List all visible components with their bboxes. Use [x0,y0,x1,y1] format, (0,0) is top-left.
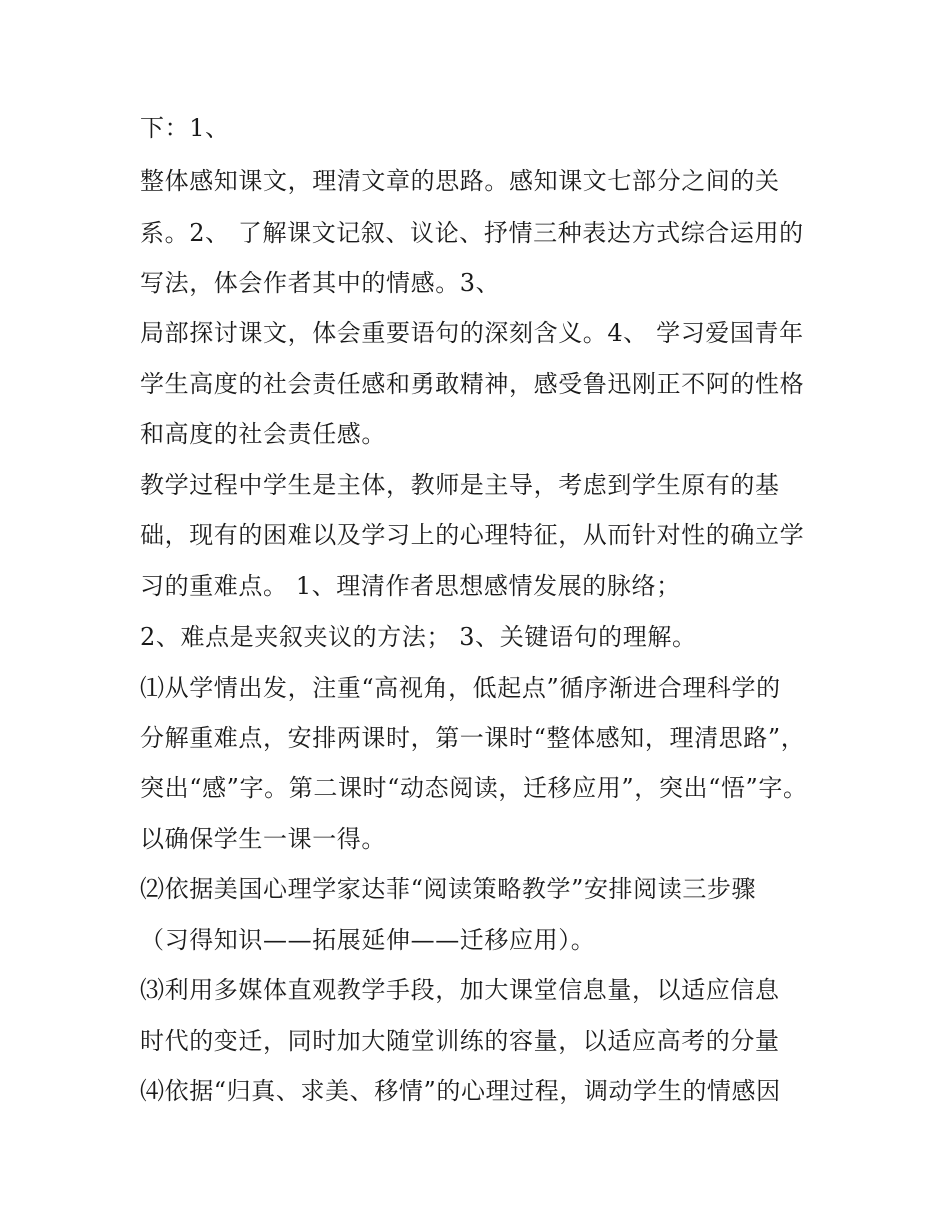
text-line: 教学过程中学生是主体，教师是主导，考虑到学生原有的基 [140,471,780,499]
text-line: 写法，体会作者其中的情感。3、 [140,269,501,297]
text-line: 和高度的社会责任感。 [140,420,386,448]
text-line: 以确保学生一课一得。 [140,825,386,853]
text-line: 时代的变迁，同时加大随堂训练的容量，以适应高考的分量 [140,1027,780,1055]
text-line: 学生高度的社会责任感和勇敢精神，感受鲁迅刚正不阿的性格 [140,370,805,398]
text-line: ⑷依据“归真、求美、移情”的心理过程，调动学生的情感因 [140,1077,781,1105]
text-line: ⑴从学情出发，注重“高视角，低起点”循序渐进合理科学的 [140,674,781,702]
text-line: 突出“感”字。第二课时“动态阅读，迁移应用”，突出“悟”字。 [140,774,808,802]
text-line: 础，现有的困难以及学习上的心理特征，从而针对性的确立学 [140,521,805,549]
text-line: ⑶利用多媒体直观教学手段，加大课堂信息量，以适应信息 [140,976,780,1004]
text-line: 习的重难点。 1、理清作者思想感情发展的脉络； [140,572,681,600]
text-line: 整体感知课文，理清文章的思路。感知课文七部分之间的关 [140,167,780,195]
text-line: 分解重难点，安排两课时，第一课时“整体感知，理清思路”， [140,724,806,752]
text-line: 2、难点是夹叙夹议的方法； 3、关键语句的理解。 [140,623,697,651]
text-line: 下：1、 [140,114,230,142]
text-line: 局部探讨课文，体会重要语句的深刻含义。4、 学习爱国青年 [140,319,804,347]
text-line: ⑵依据美国心理学家达菲“阅读策略教学”安排阅读三步骤 [140,875,757,903]
text-line: 系。2、 了解课文记叙、议论、抒情三种表达方式综合运用的 [140,219,804,247]
text-line: （习得知识——拓展延伸——迁移应用）。 [140,926,596,954]
